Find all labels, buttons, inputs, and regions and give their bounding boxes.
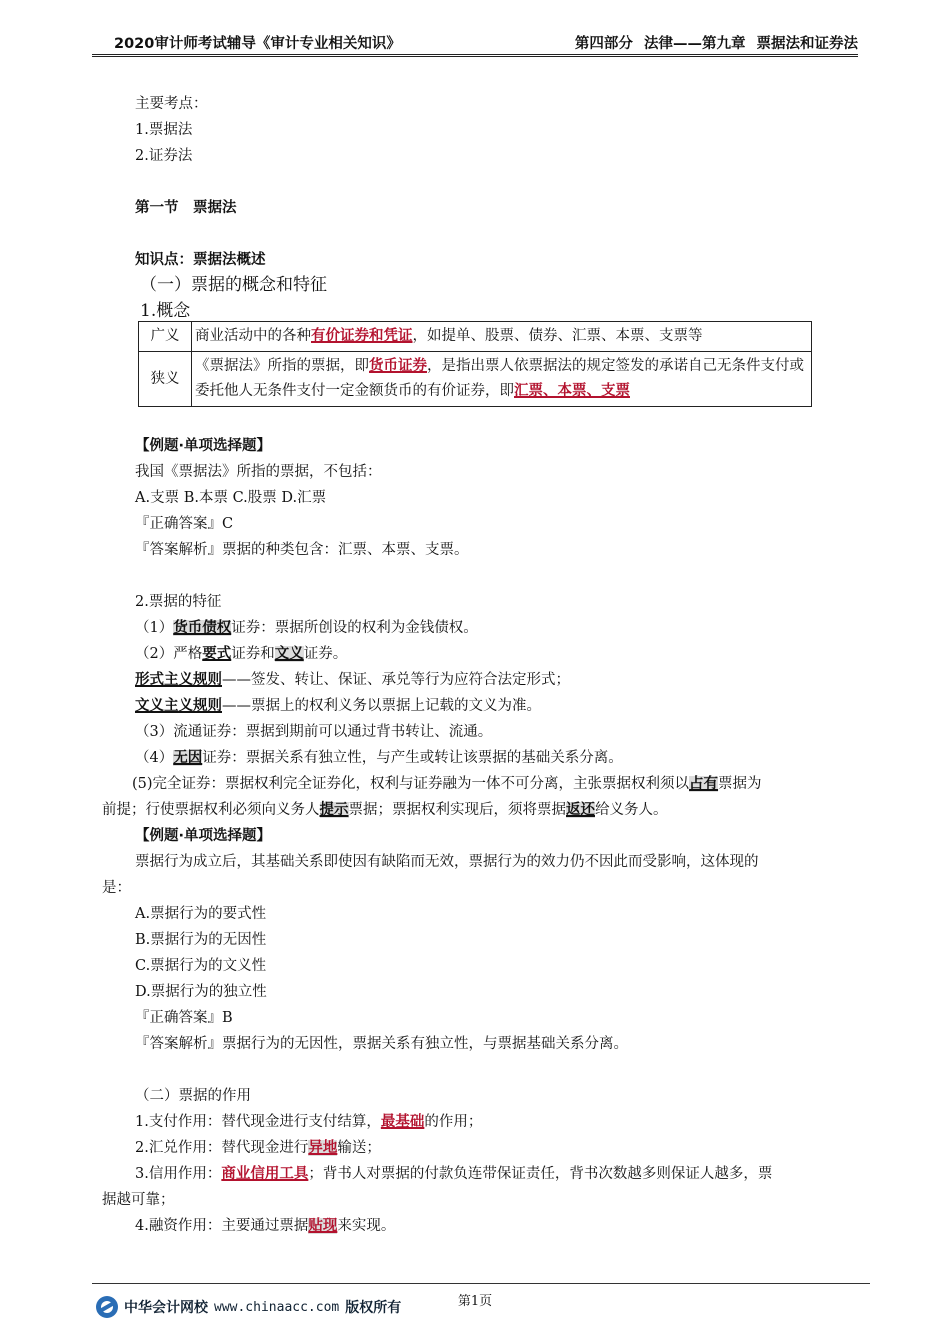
function-item-cont: 据越可靠； [102,1192,175,1208]
logo-icon [96,1296,118,1318]
feature-item: （4）无因证券：票据关系有独立性，与产生或转让该票据的基础关系分离。 [135,750,623,766]
example-option: B.票据行为的无因性 [135,932,267,948]
page-number: 第1页 [457,1294,493,1309]
section-title: 第一节 票据法 [135,200,237,216]
example-option: C.票据行为的文义性 [135,958,267,974]
correct-answer: 『正确答案』C [135,516,234,532]
table-value: 商业活动中的各种有价证券和凭证，如提单、股票、债券、汇票、本票、支票等 [192,322,812,352]
header-title: 2020审计师考试辅导《审计专业相关知识》 [114,36,401,52]
subsection-title: （一）票据的概念和特征 [140,275,327,295]
header-chapter: 第四部分 法律——第九章 票据法和证券法 [574,36,858,52]
table-key: 狭义 [139,352,192,407]
answer-explanation: 『答案解析』票据的种类包含：汇票、本票、支票。 [135,542,469,558]
feature-item: （3）流通证券：票据到期前可以通过背书转让、流通。 [135,724,493,740]
table-row [139,352,812,407]
brand-url[interactable]: www.chinaacc.com [214,1299,340,1315]
feature-item-cont: 前提；行使票据权利必须向义务人提示票据；票据权利实现后，须将票据返还给义务人。 [102,802,668,818]
function-item: 1.支付作用：替代现金进行支付结算，最基础的作用； [135,1114,483,1130]
copyright: 版权所有 [345,1300,402,1316]
footer-divider [92,1283,870,1284]
knowledge-title: 知识点：票据法概述 [135,252,266,268]
table-value: 《票据法》所指的票据，即货币证券，是指出票人依票据法的规定签发的承诺自己无条件支付或委托他人无条件支付一定金额货币的有价证券，即汇票、本票、支票 [192,352,812,407]
intro-title: 主要考点： [135,96,208,112]
answer-explanation: 『答案解析』票据行为的无因性，票据关系有独立性，与票据基础关系分离。 [135,1036,628,1052]
example-question: 票据行为成立后，其基础关系即使因有缺陷而无效，票据行为的效力仍不因此而受影响，这体现的 [135,854,759,870]
definition-table [138,321,812,407]
example-tag: 【例题·单项选择题】 [135,828,272,844]
footer-brand [96,1296,401,1318]
function-item: 4.融资作用：主要通过票据贴现来实现。 [135,1218,396,1234]
rule-item: 形式主义规则——签发、转让、保证、承兑等行为应符合法定形式； [135,672,570,688]
intro-item: 2.证券法 [135,148,193,164]
function-item: 3.信用作用：商业信用工具；背书人对票据的付款负连带保证责任，背书次数越多则保证人越多，票 [135,1166,773,1182]
concept-title: 1.概念 [140,301,191,321]
example-option: A.票据行为的要式性 [135,906,267,922]
example-tag: 【例题·单项选择题】 [135,438,272,454]
table-key: 广义 [139,322,192,352]
page-header [92,28,858,57]
example-question-cont: 是： [102,880,131,896]
feature-item: （1）货币债权证券：票据所创设的权利为金钱债权。 [135,620,478,636]
correct-answer: 『正确答案』B [135,1010,233,1026]
feature-item: (5)完全证券：票据权利完全证券化，权利与证券融为一体不可分离，主张票据权利须以占有票据为 [132,776,762,792]
brand-name: 中华会计网校 [124,1300,208,1316]
intro-item: 1.票据法 [135,122,193,138]
example-option: D.票据行为的独立性 [135,984,267,1000]
example-options: A.支票 B.本票 C.股票 D.汇票 [135,490,327,506]
feature-title: 2.票据的特征 [135,594,222,610]
feature-item: （2）严格要式证券和文义证券。 [135,646,348,662]
example-question: 我国《票据法》所指的票据，不包括： [135,464,382,480]
table-row [139,322,812,352]
function-title: （二）票据的作用 [135,1088,251,1104]
rule-item: 文义主义规则——票据上的权利义务以票据上记载的文义为准。 [135,698,541,714]
function-item: 2.汇兑作用：替代现金进行异地输送； [135,1140,381,1156]
